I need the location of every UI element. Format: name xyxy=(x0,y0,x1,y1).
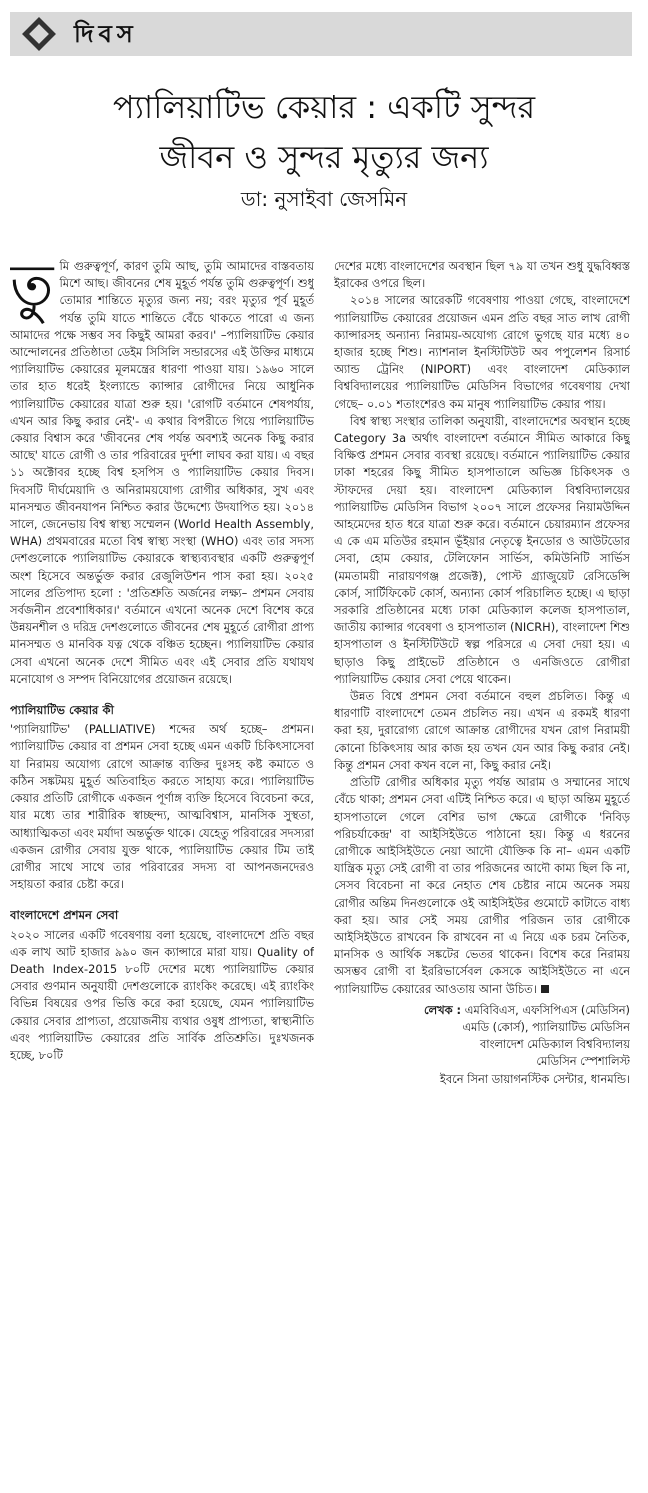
article-byline: ডা: নুসাইবা জেসমিন xyxy=(240,187,408,211)
end-mark-icon xyxy=(541,985,549,993)
article-paragraph: বিশ্ব স্বাস্থ্য সংস্থার তালিকা অনুযায়ী, বাংলাদেশের অবস্থান হচ্ছে Category 3a অর্থাৎ বাংলাদেশ বর্তমানে সীমিত আকারে কিছু বিক্ষিপ্ত প্রশমন সেবার ব্যবস্থা রয়েছে। বর্তমানে প্যালিয়াটিভ কেয়ার ঢাকা শহরের কিছু সীমিত হাসপাতালে অভিজ্ঞ চিকিৎসক ও স্টাফদের দেয়া হয়। বাংলাদেশ মেডিক্যাল বিশ্ববিদ্যালয়ের প্যালিয়াটিভ মেডিসিন বিভাগ ২০০৭ সালে প্রফেসর নিয়ামউদ্দিন আহমেদের হাত ধরে যাত্রা শুরু করে। বর্তমানে চেয়ারম্যান প্রফেসর এ কে এম মতিউর রহমান ভূঁইয়ার নেতৃত্বে ইনডোর ও আউটডোর সেবা, হোম কেয়ার, টেলিফোন সার্ভিস, কমিউনিটি সার্ভিস (মমতাময়ী নারায়ণগঞ্জ প্রজেক্ট), পোস্ট গ্র্যাজুয়েট রেসিডেন্সি কোর্স, সার্টিফিকেট কোর্স, অন্যান্য কোর্স পরিচালিত হচ্ছে। এ ছাড়া সরকারি প্রতিষ্ঠানের মধ্যে ঢাকা মেডিক্যাল কলেজ হাসপাতাল, জাতীয় ক্যান্সার গবেষণা ও হাসপাতাল (NICRH), বাংলাদেশ শিশু হাসপাতাল ও ইনস্টিটিউটে স্বল্প পরিসরে এ সেবা দেয়া হয়। এ ছাড়াও কিছু প্রাইভেট প্রতিষ্ঠানে ও এনজিওতে রোগীরা প্যালিয়াটিভ কেয়ার সেবা পেয়ে থাকেন। xyxy=(334,413,630,686)
author-title: মেডিসিন স্পেশালিস্ট xyxy=(536,1054,630,1069)
author-institution: বাংলাদেশ মেডিক্যাল বিশ্ববিদ্যালয় xyxy=(479,1037,630,1052)
diamond-icon xyxy=(22,17,56,51)
article-paragraph: প্রতিটি রোগীর অধিকার মৃত্যু পর্যন্ত আরাম ও সম্মানের সাথে বেঁচে থাকা; প্রশমন সেবা এটিই নিশ্চিত করে। এ ছাড়া অন্তিম মুহূর্তে হাসপাতালে গেলে বেশির ভাগ ক্ষেত্রে রোগীকে 'নিবিড় পরিচর্যাকেন্দ্র' বা আইসিইউতে পাঠানো হয়। কিন্তু এ ধরনের রোগীকে আইসিইউতে নেয়া আদৌ যৌক্তিক কি না– এমন একটি যান্ত্রিক মৃত্যু সেই রোগী বা তার পরিজনের আদৌ কাম্য ছিল কি না, সেসব বিবেচনা না করে নেহাত শেষ চেষ্টার নামে অনেক সময় রোগীর অন্তিম দিনগুলোকে ওই আইসিইউর গুমোটে কাটাতে বাধ্য করা হয়। আর সেই সময় রোগীর পরিজন তার রোগীকে আইসিইউতে রাখবেন কি রাখবেন না এ নিয়ে এক চরম নৈতিক, মানসিক ও আর্থিক সঙ্কটের ভেতর থাকেন। বিশেষ করে নিরাময় অসম্ভব রোগী বা ইররিভার্সেবল কেসকে আইসিইউতে না এনে প্যালিয়াটিভ কেয়ারের আওতায় আনা উচিত। xyxy=(334,775,630,996)
article-paragraph: তুমি গুরুত্বপূর্ণ, কারণ তুমি আছ, তুমি আমাদের বাস্তবতায় মিশে আছ। জীবনের শেষ মুহূর্ত পর্যন্ত তুমি গুরুত্বপূর্ণ। শুধু তোমার শান্তিতে মৃত্যুর জন্য নয়; বরং মৃত্যুর পূর্ব মুহূর্ত পর্যন্ত তুমি যাতে শান্তিতে বেঁচে থাকতে পারো এ জন্য আমাদের পক্ষে সম্ভব সব কিছুই আমরা করব।' –প্যালিয়াটিভ কেয়ার আন্দোলনের প্রতিষ্ঠাতা ডেইম সিসিলি সন্ডারসের এই উক্তির মাধ্যমে প্যালিয়াটিভ কেয়ারের মূলমন্ত্রের ধারণা পাওয়া যায়। ১৯৬০ সালে তার হাত ধরেই ইংল্যান্ডে ক্যান্সার রোগীদের নিয়ে আধুনিক প্যালিয়াটিভ কেয়ারের যাত্রা শুরু হয়। 'রোগটি বর্তমানে শেষপর্যায়, এখন আর কিছু করার নেই'- এ কথার বিপরীতে গিয়ে প্যালিয়াটিভ কেয়ার বিশ্বাস করে 'জীবনের শেষ পর্যন্ত অবশ্যই অনেক কিছু করার আছে' যাতে রোগী ও তার পরিবারের দুর্দশা লাঘব করা যায়। এ বছর ১১ অক্টোবর হচ্ছে বিশ্ব হসপিস ও প্যালিয়াটিভ কেয়ার দিবস। দিবসটি দীর্ঘমেয়াদি ও অনিরাময়যোগ্য রোগীর অধিকার, সুখ এবং মানসম্মত জীবনযাপন নিশ্চিত করার উদ্দেশ্যে উদযাপিত হয়। ২০১৪ সালে, জেনেভায় বিশ্ব স্বাস্থ্য সম্মেলন (World Health Assembly, WHA) প্রথমবারের মতো বিশ্ব স্বাস্থ্য সংস্থা (WHO) এবং তার সদস্য দেশগুলোকে প্যালিয়াটিভ কেয়ারকে স্বাস্থ্যব্যবস্থার একটি গুরুত্বপূর্ণ অংশ হিসেবে অন্তর্ভুক্ত করার রেজুলিউশন পাস করা হয়। ২০২৫ সালের প্রতিপাদ্য হলো : 'প্রতিশ্রুতি অর্জনের লক্ষ্য– প্রশমন সেবায় সর্বজনীন প্রবেশাধিকার।' বর্তমানে এখনো অনেক দেশে বিশেষ করে উন্নয়নশীল ও দরিদ্র দেশগুলোতে জীবনের শেষ মুহূর্তে রোগীরা প্রাপ্য মানসম্মত ও মানবিক যত্ন থেকে বঞ্চিত হচ্ছেন। প্যালিয়াটিভ কেয়ার সেবা এখনো অনেক দেশে সীমিত এবং এই সেবার প্রতি যথাযথ মনোযোগ ও সম্পদ বিনিয়োগের প্রয়োজন রয়েছে। xyxy=(10,258,314,686)
section-header xyxy=(10,12,632,56)
article-paragraph: 'প্যালিয়াটিভ' (PALLIATIVE) শব্দের অর্থ হচ্ছে– প্রশমন। প্যালিয়াটিভ কেয়ার বা প্রশমন সেবা হচ্ছে এমন একটি চিকিৎসাসেবা যা নিরাময় অযোগ্য রোগে আক্রান্ত ব্যক্তির দুঃসহ কষ্ট কমাতে ও কঠিন সঙ্কটময় মুহূর্ত অতিবাহিত করতে সাহায্য করে। প্যালিয়াটিভ কেয়ার প্রতিটি রোগীকে একজন পূর্ণাঙ্গ ব্যক্তি হিসেবে বিবেচনা করে, যার মধ্যে তার শারীরিক স্বাচ্ছন্দ্য, আত্মবিশ্বাস, মানসিক সুস্থতা, আধ্যাত্মিকতা এবং মর্যাদা অন্তর্ভুক্ত থাকে। যেহেতু পরিবারের সদস্যরা একজন রোগীর সেবায় যুক্ত থাকে, প্যালিয়াটিভ কেয়ার টিম তাই রোগীর সাথে সাথে তার পরিবারের সদস্য বা আপনজনদেরও সহায়তা করার চেষ্টা করে। xyxy=(10,722,314,892)
article-paragraph: দেশের মধ্যে বাংলাদেশের অবস্থান ছিল ৭৯ যা তখন শুধু যুদ্ধবিধ্বস্ত ইরাকের ওপরে ছিল। xyxy=(334,259,630,291)
section-title: দিবস xyxy=(74,20,138,48)
subheading-what-is-palliative-care: প্যালিয়াটিভ কেয়ার কী xyxy=(10,703,114,718)
drop-cap: তু xyxy=(10,258,54,319)
article-column-right xyxy=(334,258,630,1483)
author-info xyxy=(334,1002,630,1088)
article-headline xyxy=(16,82,632,182)
article-paragraph: ২০২০ সালের একটি গবেষণায় বলা হয়েছে, বাংলাদেশে প্রতি বছর এক লাখ আট হাজার ৯৯০ জন ক্যান্সারে মারা যায়। Quality of Death Index-2015 ৮০টি দেশের মধ্যে প্যালিয়াটিভ কেয়ার সেবার গুণমান অনুযায়ী দেশগুলোকে র‍্যাংকিং করেছে। এই র‍্যাংকিং বিভিন্ন বিষয়ের ওপর ভিত্তি করে করা হয়েছে, যেমন প্যালিয়াটিভ কেয়ার সেবার প্রাপ্যতা, প্রয়োজনীয় ব্যথার ওষুধ প্রাপ্যতা, স্বাস্থ্যনীতি এবং প্যালিয়াটিভ কেয়ারের প্রতি সার্বিক প্রতিশ্রুতি। দুঃখজনক হচ্ছে, ৮০টি xyxy=(10,927,314,1062)
article-paragraph: উন্নত বিশ্বে প্রশমন সেবা বর্তমানে বহুল প্রচলিত। কিন্তু এ ধারণাটি বাংলাদেশে তেমন প্রচলিত নয়। এখন এ রকমই ধারণা করা হয়, দুরারোগ্য রোগে আক্রান্ত রোগীদের যখন রোগ নিরাময়ী কোনো চিকিৎসায় আর কাজ হয় তখন যেন আর কিছু করার নেই। কিন্তু প্রশমন সেবা কখন বলে না, কিছু করার নেই। xyxy=(334,689,630,772)
author-label: লেখক : xyxy=(424,1002,462,1017)
headline-line-1: প্যালিয়াটিভ কেয়ার : একটি সুন্দর xyxy=(112,88,536,126)
article-column-left xyxy=(10,258,314,1483)
author-workplace: ইবনে সিনা ডায়াগনস্টিক সেন্টার, ধানমন্ডি। xyxy=(439,1071,630,1086)
headline-line-2: জীবন ও সুন্দর মৃত্যুর জন্য xyxy=(159,138,489,176)
article-paragraph: ২০১৪ সালের আরেকটি গবেষণায় পাওয়া গেছে, বাংলাদেশে প্যালিয়াটিভ কেয়ারের প্রয়োজন এমন প্রতি বছর সাত লাখ রোগী ক্যান্সারসহ অন্যান্য নিরাময়-অযোগ্য রোগে ভুগছে যার মধ্যে ৪০ হাজার হচ্ছে শিশু। ন্যাশনাল ইনস্টিটিউট অব পপুলেশন রিসার্চ অ্যান্ড ট্রেনিং (NIPORT) এবং বাংলাদেশ মেডিক্যাল বিশ্ববিদ্যালয়ের প্যালিয়াটিভ মেডিসিন বিভাগের গবেষণায় দেখা গেছে– ০.০১ শতাংশেরও কম মানুষ প্যালিয়াটিভ কেয়ার পায়। xyxy=(334,293,630,411)
author-degree-1: এমবিবিএস, এফসিপিএস (মেডিসিন) xyxy=(464,1002,630,1017)
subheading-palliative-care-in-bangladesh: বাংলাদেশে প্রশমন সেবা xyxy=(10,908,119,923)
author-degree-2: এমডি (কোর্স), প্যালিয়াটিভ মেডিসিন xyxy=(462,1019,630,1034)
